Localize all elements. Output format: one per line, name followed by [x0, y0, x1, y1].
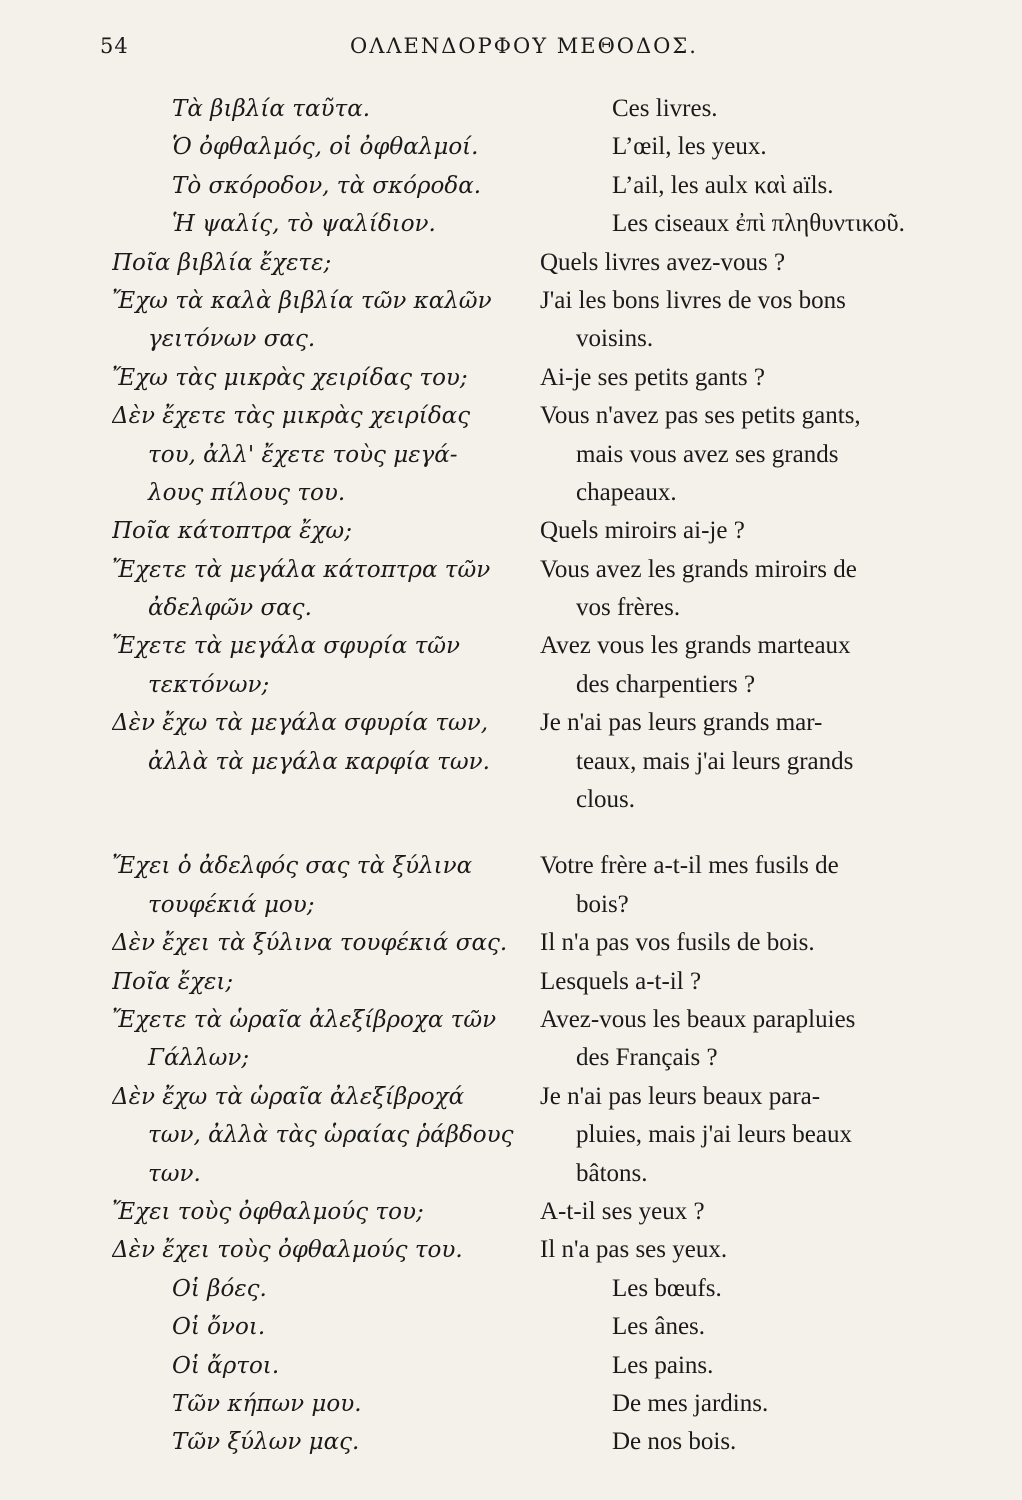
exercise-row [0, 924, 1022, 962]
greek-line: Οἱ βόες. [172, 1275, 267, 1302]
greek-column [0, 963, 532, 1001]
greek-line: Δὲν ἔχει τοὺς ὀφθαλμούς του. [112, 1237, 463, 1264]
french-line: Vous n'avez pas ses petits gants, [540, 402, 861, 430]
vocab-row [0, 167, 1022, 205]
exercise-row [0, 551, 1022, 628]
greek-line: ἀλλὰ τὰ μεγάλα καρφία των. [148, 748, 490, 775]
vocab-row [0, 1423, 1022, 1461]
section-gap [0, 819, 1022, 847]
greek-line: Δὲν ἔχω τὰ ὡραῖα ἀλεξίβροχά [112, 1083, 465, 1110]
french-line: pluies, mais j'ai leurs beaux [576, 1121, 852, 1149]
greek-line: των, ἀλλὰ τὰς ὡραίας ῥάβδους [148, 1122, 514, 1149]
greek-column [0, 1423, 532, 1461]
french-column [532, 205, 992, 243]
greek-column [0, 205, 532, 243]
french-line: A-t-il ses yeux ? [540, 1197, 705, 1225]
greek-line: Ἔχετε τὰ μεγάλα κάτοπτρα τῶν [112, 556, 491, 583]
greek-column [0, 1385, 532, 1423]
french-column [532, 359, 992, 397]
french-line: Lesquels a-t-il ? [540, 967, 702, 995]
greek-column [0, 167, 532, 205]
french-line: J'ai les bons livres de vos bons [540, 286, 846, 314]
greek-line: Δὲν ἔχω τὰ μεγάλα σφυρία των, [112, 710, 489, 737]
french-line: Quels miroirs ai-je ? [540, 517, 745, 545]
greek-line: Ἔχω τὰ καλὰ βιβλία τῶν καλῶν [112, 287, 492, 314]
french-column [532, 551, 992, 628]
french-line: Ai-je ses petits gants ? [540, 363, 765, 391]
greek-line: Δὲν ἔχει τὰ ξύλινα τουφέκιά σας. [112, 930, 508, 957]
french-line: chapeaux. [576, 478, 677, 506]
greek-column [0, 1347, 532, 1385]
french-line: L’ail, les aulx καὶ aïls. [612, 171, 834, 199]
french-column [532, 1423, 992, 1461]
greek-line: Ἔχετε τὰ ὡραῖα ἀλεξίβροχα τῶν [112, 1006, 497, 1033]
french-column [532, 627, 992, 704]
bilingual-text [0, 90, 1022, 1462]
french-line: clous. [576, 786, 636, 814]
french-line: bâtons. [576, 1159, 648, 1187]
french-column [532, 1270, 992, 1308]
french-line: Les pains. [612, 1351, 714, 1379]
french-line: des Français ? [576, 1044, 718, 1072]
greek-line: των. [148, 1160, 201, 1187]
french-line: Ces livres. [612, 95, 718, 122]
exercise-row [0, 847, 1022, 924]
greek-line: τεκτόνων; [148, 671, 270, 698]
exercises-a [0, 244, 1022, 820]
greek-column [0, 847, 532, 924]
greek-column [0, 1193, 532, 1231]
french-line: bois? [576, 890, 629, 918]
greek-line: λους πίλους του. [148, 479, 346, 506]
greek-line: τουφέκιά μου; [148, 891, 315, 918]
french-line: Les ciseaux ἐπὶ πληθυντικοῦ. [612, 210, 905, 238]
french-line: De nos bois. [612, 1428, 737, 1456]
french-column [532, 512, 992, 550]
greek-line: Ποῖα ἔχει; [112, 968, 234, 995]
french-line: teaux, mais j'ai leurs grands [576, 747, 854, 775]
page-header [100, 34, 982, 74]
greek-line: Δὲν ἔχετε τὰς μικρὰς χειρίδας [112, 403, 471, 430]
french-column [532, 167, 992, 205]
french-column [532, 704, 992, 819]
french-line: Je n'ai pas leurs beaux para- [540, 1082, 821, 1110]
greek-line: Ὁ ὀφθαλμός, οἱ ὀφθαλμοί. [172, 134, 479, 161]
french-column [532, 1078, 992, 1193]
vocab-row [0, 1270, 1022, 1308]
greek-column [0, 90, 532, 128]
greek-column [0, 1231, 532, 1269]
greek-line: Ἡ ψαλίς, τὸ ψαλίδιον. [172, 211, 436, 238]
greek-line: ἀδελφῶν σας. [148, 595, 312, 622]
french-column [532, 847, 992, 924]
greek-column [0, 627, 532, 704]
french-line: mais vous avez ses grands [576, 440, 839, 468]
exercise-row [0, 244, 1022, 282]
french-column [532, 244, 992, 282]
french-column [532, 1385, 992, 1423]
exercise-row [0, 397, 1022, 512]
french-line: voisins. [576, 325, 654, 353]
greek-column [0, 1270, 532, 1308]
greek-line: Τῶν κήπων μου. [172, 1390, 362, 1417]
french-column [532, 1231, 992, 1269]
greek-line: Τῶν ξύλων μας. [172, 1429, 360, 1456]
exercise-row [0, 963, 1022, 1001]
vocabulary-top [0, 90, 1022, 244]
vocab-row [0, 205, 1022, 243]
french-column [532, 128, 992, 166]
french-line: Avez-vous les beaux parapluies [540, 1005, 856, 1033]
greek-line: Γάλλων; [148, 1045, 250, 1072]
vocab-row [0, 90, 1022, 128]
french-line: Les ânes. [612, 1313, 706, 1341]
greek-column [0, 359, 532, 397]
french-line: Votre frère a-t-il mes fusils de [540, 852, 839, 880]
vocab-row [0, 128, 1022, 166]
french-column [532, 1001, 992, 1078]
greek-column [0, 512, 532, 550]
french-column [532, 1193, 992, 1231]
greek-line: Ἔχει τοὺς ὀφθαλμούς του; [112, 1198, 424, 1225]
greek-column [0, 128, 532, 166]
greek-column [0, 1078, 532, 1193]
greek-line: Ἔχω τὰς μικρὰς χειρίδας του; [112, 364, 468, 391]
greek-line: Ἔχει ὁ ἀδελφός σας τὰ ξύλινα [112, 853, 473, 880]
exercise-row [0, 512, 1022, 550]
french-column [532, 1347, 992, 1385]
french-column [532, 963, 992, 1001]
french-line: De mes jardins. [612, 1389, 769, 1417]
french-column [532, 282, 992, 359]
exercises-b [0, 847, 1022, 1269]
french-column [532, 924, 992, 962]
french-line: vos frères. [576, 594, 681, 622]
greek-line [112, 781, 524, 819]
french-line: Quels livres avez-vous ? [540, 248, 786, 276]
exercise-row [0, 1193, 1022, 1231]
greek-column [0, 1308, 532, 1346]
greek-line: Οἱ ὄνοι. [172, 1314, 266, 1341]
exercise-row [0, 704, 1022, 819]
french-column [532, 1308, 992, 1346]
vocab-row [0, 1385, 1022, 1423]
greek-line: Ποῖα βιβλία ἔχετε; [112, 249, 332, 276]
french-line: Vous avez les grands miroirs de [540, 555, 857, 583]
french-line: Je n'ai pas leurs grands mar- [540, 709, 823, 737]
exercise-row [0, 1078, 1022, 1193]
french-line: Il n'a pas vos fusils de bois. [540, 929, 815, 957]
greek-column [0, 282, 532, 359]
vocab-row [0, 1308, 1022, 1346]
greek-column [0, 1001, 532, 1078]
exercise-row [0, 282, 1022, 359]
french-line: des charpentiers ? [576, 670, 756, 698]
greek-line: Οἱ ἄρτοι. [172, 1352, 280, 1379]
exercise-row [0, 1231, 1022, 1269]
greek-line: Τὰ βιβλία ταῦτα. [172, 96, 371, 122]
french-column [532, 90, 992, 128]
french-line: Il n'a pas ses yeux. [540, 1236, 728, 1264]
running-title: ΟΛΛΕΝΔΟΡΦΟΥ ΜΕΘΟΔΟΣ. [350, 34, 698, 58]
french-line: Avez vous les grands marteaux [540, 632, 851, 660]
exercise-row [0, 359, 1022, 397]
exercise-row [0, 627, 1022, 704]
greek-column [0, 551, 532, 628]
greek-column [0, 397, 532, 512]
greek-line: Τὸ σκόροδον, τὰ σκόροδα. [172, 172, 482, 199]
greek-column [0, 704, 532, 819]
vocab-row [0, 1347, 1022, 1385]
french-line: Les bœufs. [612, 1274, 722, 1302]
greek-line: γειτόνων σας. [148, 326, 316, 353]
greek-line: Ἔχετε τὰ μεγάλα σφυρία τῶν [112, 633, 461, 660]
french-column [532, 397, 992, 512]
exercise-row [0, 1001, 1022, 1078]
greek-column [0, 244, 532, 282]
greek-line: Ποῖα κάτοπτρα ἔχω; [112, 518, 352, 545]
greek-column [0, 924, 532, 962]
french-line: L’œil, les yeux. [612, 133, 767, 161]
page-number: 54 [100, 34, 129, 58]
vocabulary-bottom [0, 1270, 1022, 1462]
greek-line: του, ἀλλ' ἔχετε τοὺς μεγά- [148, 441, 458, 468]
